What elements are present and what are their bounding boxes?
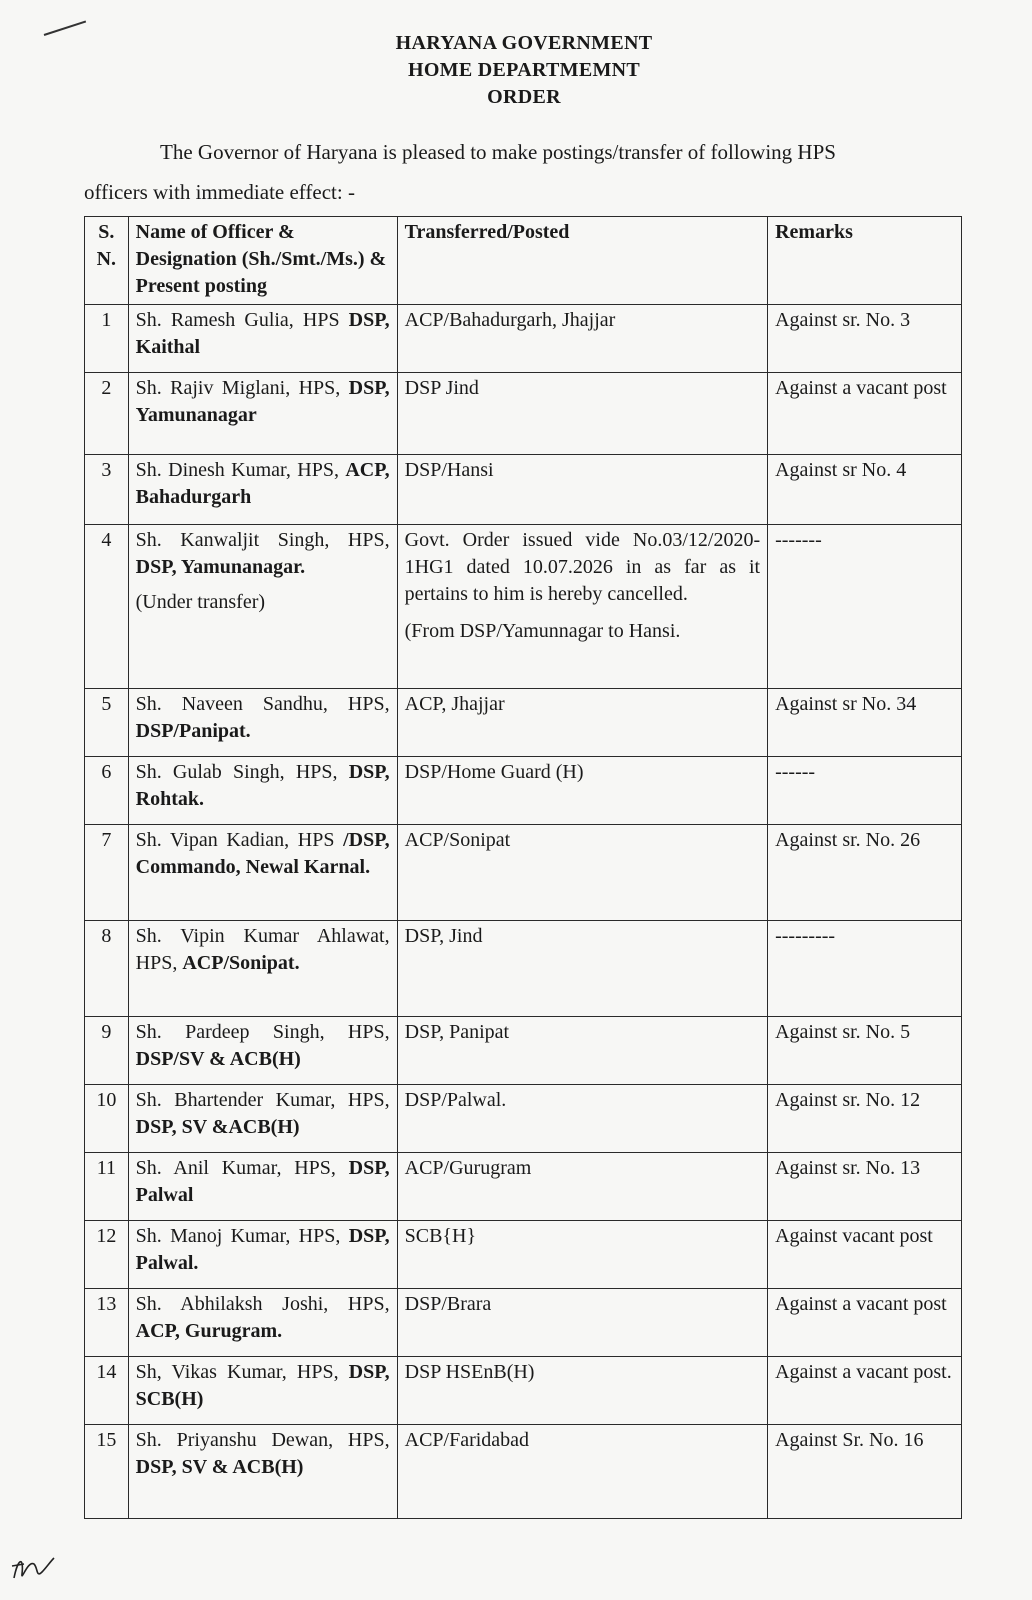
table-row (85, 689, 962, 757)
officer-name: Sh. Rajiv Miglani, HPS, (135, 377, 341, 399)
row-posted: DSP/Hansi (397, 455, 767, 525)
officer-designation: DSP, Yamunanagar (135, 377, 390, 426)
table-row (85, 305, 962, 373)
row-officer (128, 1221, 397, 1289)
officer-name: Sh. Gulab Singh, HPS, (135, 761, 338, 783)
row-sn: 5 (85, 689, 129, 757)
row-officer (128, 1425, 397, 1519)
officer-designation: ACP/Sonipat. (182, 952, 300, 974)
intro-line-2: officers with immediate effect: - (84, 180, 355, 204)
row-sn: 6 (85, 757, 129, 825)
row-posted: DSP/Home Guard (H) (397, 757, 767, 825)
table-row (85, 1425, 962, 1519)
header-order: ORDER (487, 86, 561, 108)
row-officer (128, 373, 397, 455)
header-posted: Transferred/Posted (397, 217, 767, 305)
officer-designation: DSP/SV & ACB(H) (135, 1048, 301, 1070)
officer-designation: DSP, Yamunanagar. (135, 556, 306, 578)
row-remarks: Against sr. No. 5 (768, 1017, 962, 1085)
row-remarks: ------ (768, 757, 962, 825)
officer-name: Sh. Naveen Sandhu, HPS, (135, 693, 390, 715)
header-department: HOME DEPARTMEMNT (407, 59, 641, 81)
officer-designation: DSP, SV & ACB(H) (135, 1456, 304, 1478)
row-officer (128, 825, 397, 921)
header-name: Name of Officer & Designation (Sh./Smt./Ms.) & Present posting (128, 217, 397, 305)
posted-order-note: (From DSP/Yamunnagar to Hansi. (404, 620, 681, 642)
transfer-table (84, 216, 962, 1519)
officer-name: Sh. Priyanshu Dewan, HPS, (135, 1429, 390, 1451)
row-officer (128, 525, 397, 689)
table-row (85, 757, 962, 825)
row-posted: SCB{H} (397, 1221, 767, 1289)
row-sn: 1 (85, 305, 129, 373)
row-remarks: --------- (768, 921, 962, 1017)
table-row (85, 1153, 962, 1221)
row-officer (128, 689, 397, 757)
row-posted: DSP HSEnB(H) (397, 1357, 767, 1425)
officer-name: Sh. Vipan Kadian, HPS (135, 829, 335, 851)
row-remarks: Against sr. No. 3 (768, 305, 962, 373)
officer-designation: DSP, Rohtak. (135, 761, 390, 810)
officer-designation: ACP, Bahadurgarh (135, 459, 390, 508)
officer-name: Sh. Anil Kumar, HPS, (135, 1157, 336, 1179)
row-sn: 13 (85, 1289, 129, 1357)
row-sn: 7 (85, 825, 129, 921)
row-officer (128, 1153, 397, 1221)
row-officer (128, 921, 397, 1017)
posted-order-text: Govt. Order issued vide No.03/12/2020-1HG1 dated 10.07.2026 in as far as it pertains to him is hereby cancelled. (404, 529, 761, 605)
header-sn: S. N. (85, 217, 129, 305)
row-posted: ACP, Jhajjar (397, 689, 767, 757)
row-remarks: Against sr No. 34 (768, 689, 962, 757)
officer-designation: DSP, Kaithal (135, 309, 390, 358)
row-posted: DSP, Panipat (397, 1017, 767, 1085)
row-sn: 12 (85, 1221, 129, 1289)
row-sn: 14 (85, 1357, 129, 1425)
row-posted: ACP/Bahadurgarh, Jhajjar (397, 305, 767, 373)
row-officer (128, 1289, 397, 1357)
officer-name: Sh. Kanwaljit Singh, HPS, (135, 529, 390, 551)
row-officer (128, 1085, 397, 1153)
table-row (85, 373, 962, 455)
table-row (85, 1357, 962, 1425)
row-officer (128, 757, 397, 825)
row-posted: ACP/Sonipat (397, 825, 767, 921)
officer-designation: DSP/Panipat. (135, 720, 251, 742)
officer-designation: /DSP, Commando, Newal Karnal. (135, 829, 390, 878)
table-row (85, 825, 962, 921)
row-officer (128, 455, 397, 525)
row-remarks: Against a vacant post. (768, 1357, 962, 1425)
table-row (85, 1221, 962, 1289)
officer-designation: DSP, Palwal (135, 1157, 390, 1206)
row-posted: DSP, Jind (397, 921, 767, 1017)
row-remarks: Against sr. No. 26 (768, 825, 962, 921)
row-sn: 11 (85, 1153, 129, 1221)
officer-name: Sh, Vikas Kumar, HPS, (135, 1361, 339, 1383)
officer-designation: DSP, SV &ACB(H) (135, 1116, 300, 1138)
row-remarks: Against vacant post (768, 1221, 962, 1289)
table-row (85, 455, 962, 525)
row-remarks: Against Sr. No. 16 (768, 1425, 962, 1519)
row-sn: 15 (85, 1425, 129, 1519)
officer-designation: ACP, Gurugram. (135, 1320, 283, 1342)
officer-name: Sh. Vipin Kumar Ahlawat, HPS, (135, 925, 390, 974)
row-remarks: Against sr. No. 13 (768, 1153, 962, 1221)
officer-name: Sh. Pardeep Singh, HPS, (135, 1021, 390, 1043)
row-sn: 3 (85, 455, 129, 525)
header-remarks: Remarks (768, 217, 962, 305)
row-sn: 9 (85, 1017, 129, 1085)
officer-designation: DSP, SCB(H) (135, 1361, 390, 1410)
officer-name: Sh. Abhilaksh Joshi, HPS, (135, 1293, 390, 1315)
officer-designation: DSP, Palwal. (135, 1225, 390, 1274)
row-sn: 8 (85, 921, 129, 1017)
row-sn: 10 (85, 1085, 129, 1153)
table-row (85, 1289, 962, 1357)
row-sn: 2 (85, 373, 129, 455)
intro-line-1: The Governor of Haryana is pleased to make postings/transfer of following HPS (160, 140, 836, 164)
row-remarks: Against a vacant post (768, 373, 962, 455)
row-officer (128, 305, 397, 373)
officer-name: Sh. Manoj Kumar, HPS, (135, 1225, 341, 1247)
document-header (0, 30, 1032, 111)
table-header-row (85, 217, 962, 305)
header-government: HARYANA GOVERNMENT (395, 32, 653, 54)
table-row (85, 921, 962, 1017)
row-posted: DSP/Palwal. (397, 1085, 767, 1153)
row-officer (128, 1017, 397, 1085)
officer-note: (Under transfer) (135, 591, 266, 613)
officer-name: Sh. Dinesh Kumar, HPS, (135, 459, 339, 481)
officer-name: Sh. Ramesh Gulia, HPS (135, 309, 340, 331)
row-posted: DSP/Brara (397, 1289, 767, 1357)
row-remarks: Against sr. No. 12 (768, 1085, 962, 1153)
row-remarks: ------- (768, 525, 962, 689)
row-remarks: Against sr No. 4 (768, 455, 962, 525)
table-row (85, 525, 962, 689)
intro-paragraph (84, 132, 964, 212)
row-posted: ACP/Faridabad (397, 1425, 767, 1519)
row-officer (128, 1357, 397, 1425)
officer-name: Sh. Bhartender Kumar, HPS, (135, 1089, 390, 1111)
row-posted: ACP/Gurugram (397, 1153, 767, 1221)
table-row (85, 1085, 962, 1153)
row-posted: DSP Jind (397, 373, 767, 455)
row-remarks: Against a vacant post (768, 1289, 962, 1357)
row-sn: 4 (85, 525, 129, 689)
table-row (85, 1017, 962, 1085)
handwritten-initials (8, 1548, 58, 1588)
row-posted (397, 525, 767, 689)
